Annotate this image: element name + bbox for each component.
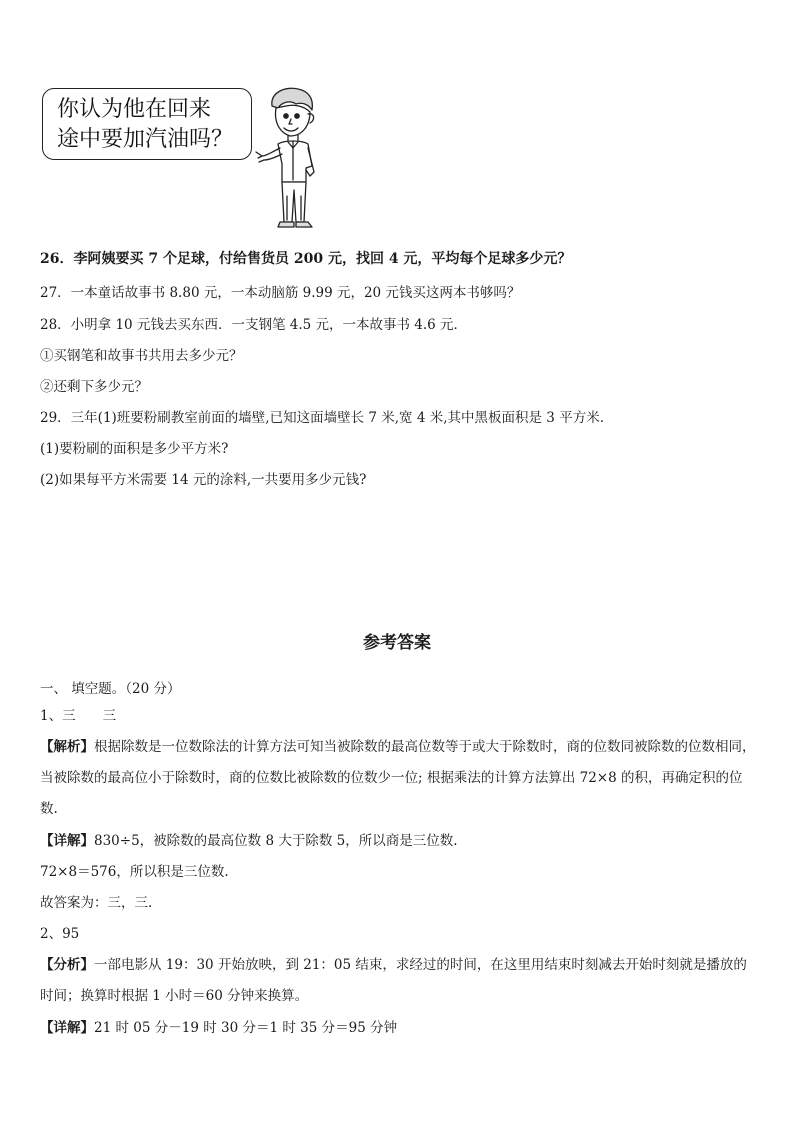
answer-1-analysis xyxy=(40,732,758,825)
question-29-part-2: (2)如果每平方米需要 14 元的涂料,一共要用多少元钱? xyxy=(40,472,367,488)
answer-1-final: 故答案为：三，三. xyxy=(40,895,153,911)
analysis-tag: 【解析】 xyxy=(40,739,94,755)
question-27: 27．一本童话故事书 8.80 元，一本动脑筋 9.99 元，20 元钱买这两本书够吗？ xyxy=(40,285,521,301)
boy-illustration xyxy=(250,86,340,232)
answer-1-detail xyxy=(40,826,758,857)
question-29: 29．三年(1)班要粉刷教室前面的墙壁,已知这面墙壁长 7 米,宽 4 米,其中黑板面积是 3 平方米. xyxy=(40,410,604,426)
detail-text-2: 21 时 05 分－19 时 30 分＝1 时 35 分＝95 分钟 xyxy=(94,1020,398,1036)
question-29-part-1: (1)要粉刷的面积是多少平方米? xyxy=(40,441,229,457)
speech-line-1: 你认为他在回来 xyxy=(57,97,212,122)
speech-line-2: 途中要加汽油吗？ xyxy=(57,127,234,152)
question-26: 26．李阿姨要买 7 个足球，付给售货员 200 元，找回 4 元，平均每个足球多少元？ xyxy=(40,251,572,267)
speech-bubble xyxy=(42,88,252,160)
answer-1-line-2: 72×8＝576，所以积是三位数. xyxy=(40,864,229,880)
question-28-part-2: ②还剩下多少元？ xyxy=(40,379,148,395)
analysis-tag-2: 【分析】 xyxy=(40,957,94,973)
question-28-part-1: ①买钢笔和故事书共用去多少元？ xyxy=(40,348,243,364)
answer-2-analysis xyxy=(40,950,758,1012)
answer-2-detail xyxy=(40,1013,758,1044)
answer-1-heading: 1、三 三 xyxy=(40,708,117,724)
question-28: 28．小明拿 10 元钱去买东西．一支钢笔 4.5 元，一本故事书 4.6 元． xyxy=(40,317,468,333)
section-heading: 一、 填空题。（20 分） xyxy=(40,681,181,697)
analysis-text-2: 一部电影从 19：30 开始放映，到 21：05 结束，求经过的时间，在这里用结束时刻减去开始时刻就是播放的时间；换算时根据 1 小时＝60 分钟来换算。 xyxy=(40,957,747,1004)
detail-tag-2: 【详解】 xyxy=(40,1020,94,1036)
detail-tag: 【详解】 xyxy=(40,833,94,849)
answer-2-heading: 2、95 xyxy=(40,926,80,942)
detail-text: 830÷5，被除数的最高位数 8 大于除数 5，所以商是三位数. xyxy=(94,833,458,849)
answers-title: 参考答案 xyxy=(363,633,431,653)
speech-bubble-text xyxy=(57,95,233,155)
analysis-text: 根据除数是一位数除法的计算方法可知当被除数的最高位数等于或大于除数时，商的位数同被除数的位数相同，当被除数的最高位小于除数时，商的位数比被除数的位数少一位; 根据乘法的计算方法算出 72×8 的积，再确定积的位数. xyxy=(40,739,756,817)
